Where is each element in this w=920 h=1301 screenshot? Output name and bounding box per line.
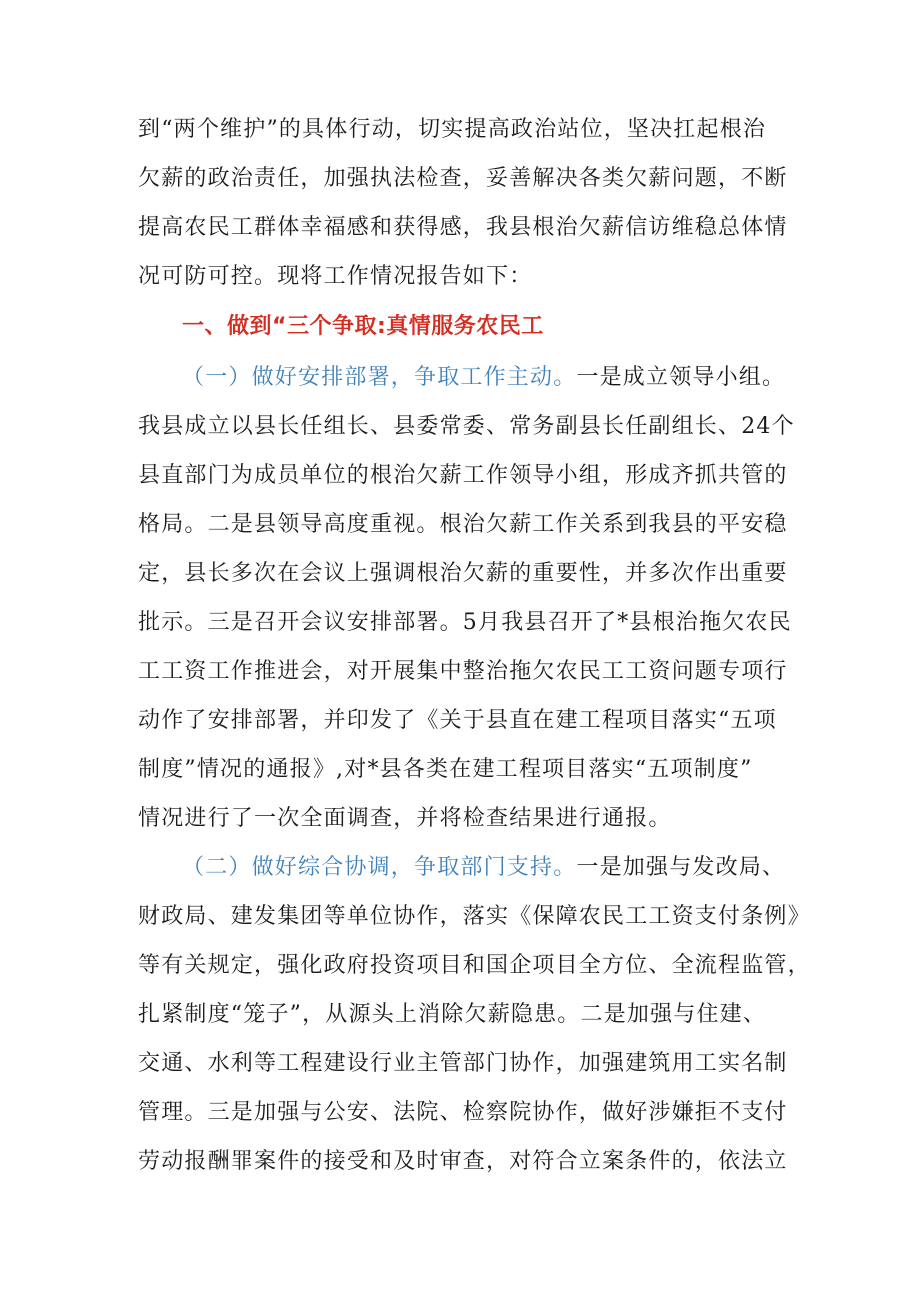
text-fragment: 一是加强与发改局、 bbox=[576, 855, 786, 880]
text-line: 等有关规定，强化政府投资项目和国企项目全方位、全流程监管， bbox=[138, 953, 811, 978]
text-line: 交通、水利等工程建设行业主管部门协作，加强建筑用工实名制 bbox=[138, 1051, 788, 1076]
subsection-first-line bbox=[138, 843, 798, 892]
text-line: 批示。三是召开会议安排部署。5月我县召开了*县根治拖欠农民 bbox=[138, 610, 792, 635]
text-line: 管理。三是加强与公安、法院、检察院协作，做好涉嫌拒不支付 bbox=[138, 1100, 788, 1125]
subsection-1 bbox=[138, 353, 798, 843]
text-line: 制度”情况的通报》,对*县各类在建工程项目落实“五项制度” bbox=[138, 757, 753, 782]
text-line: 定，县长多次在会议上强调根治欠薪的重要性，并多次作出重要 bbox=[138, 561, 788, 586]
text-line: 财政局、建发集团等单位协作，落实《保障农民工工资支付条例》 bbox=[138, 904, 811, 929]
text-line: 县直部门为成员单位的根治欠薪工作领导小组，形成齐抓共管的 bbox=[138, 463, 788, 488]
text-line: 情况进行了一次全面调查，并将检查结果进行通报。 bbox=[138, 806, 672, 831]
intro-paragraph bbox=[138, 105, 798, 301]
subsection-2 bbox=[138, 843, 811, 1186]
text-line: 动作了安排部署，并印发了《关于县直在建工程项目落实“五项 bbox=[138, 708, 777, 733]
text-line: 劳动报酬罪案件的接受和及时审查，对符合立案条件的，依法立 bbox=[138, 1149, 788, 1174]
text-line: 工工资工作推进会，对开展集中整治拖欠农民工工资问题专项行 bbox=[138, 659, 788, 684]
subsection-title: （二）做好综合协调，争取部门支持。 bbox=[182, 855, 577, 880]
text-line: 我县成立以县长任组长、县委常委、常务副县长任副组长、24个 bbox=[138, 414, 795, 439]
document-page bbox=[138, 105, 811, 1186]
text-line: 欠薪的政治责任，加强执法检查，妥善解决各类欠薪问题，不断 bbox=[138, 166, 788, 191]
text-fragment: 一是成立领导小组。 bbox=[576, 365, 786, 390]
text-line: 况可防可控。现将工作情况报告如下： bbox=[138, 264, 533, 289]
text-line: 到“两个维护”的具体行动，切实提高政治站位，坚决扛起根治 bbox=[138, 117, 767, 142]
text-line: 扎紧制度“笼子”，从源头上消除欠薪隐患。二是加强与住建、 bbox=[138, 1002, 767, 1027]
text-line: 格局。二是县领导高度重视。根治欠薪工作关系到我县的平安稳 bbox=[138, 512, 788, 537]
subsection-first-line bbox=[138, 353, 798, 402]
subsection-title: （一）做好安排部署，争取工作主动。 bbox=[182, 365, 577, 390]
text-line: 提高农民工群体幸福感和获得感，我县根治欠薪信访维稳总体情 bbox=[138, 215, 788, 240]
section-heading: 一、做到“三个争取:真情服务农民工 bbox=[182, 314, 544, 339]
